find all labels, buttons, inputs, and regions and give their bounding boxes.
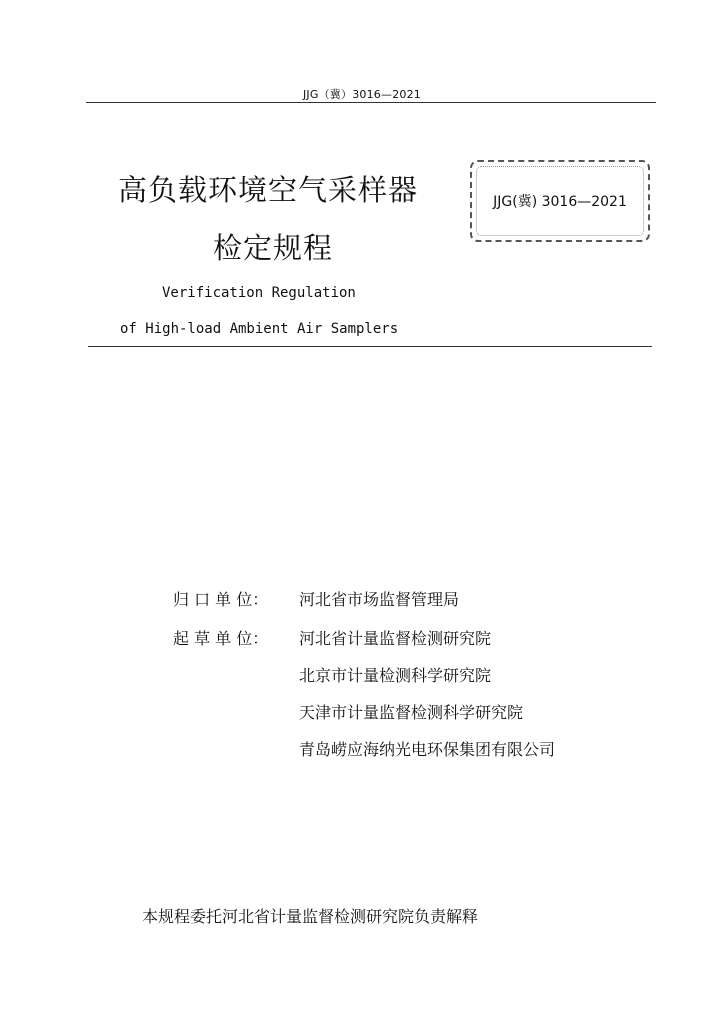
responsible-unit-label: 归 口 单 位： <box>173 590 269 609</box>
title-rule <box>88 346 652 347</box>
header-code: JJG（冀）3016—2021 <box>302 88 421 101</box>
title-english-line2: of High-load Ambient Air Samplers <box>120 321 399 337</box>
drafting-unit-label: 起 草 单 位： <box>173 629 269 648</box>
standard-code-box-text: JJG(冀) 3016—2021 <box>493 194 627 210</box>
title-chinese-line2: 检定规程 <box>213 231 334 265</box>
drafting-unit-4: 青岛崂应海纳光电环保集团有限公司 <box>299 740 556 759</box>
interpretation-note: 本规程委托河北省计量监督检测研究院负责解释 <box>142 907 479 926</box>
drafting-unit-1: 河北省计量监督检测研究院 <box>299 629 492 648</box>
responsible-unit-value: 河北省市场监督管理局 <box>299 590 460 609</box>
standard-code-box <box>470 160 650 242</box>
title-english-line1: Verification Regulation <box>162 285 356 301</box>
title-chinese-line1: 高负载环境空气采样器 <box>118 173 419 207</box>
header-rule <box>86 102 656 103</box>
drafting-unit-2: 北京市计量检测科学研究院 <box>299 666 492 685</box>
drafting-unit-3: 天津市计量监督检测科学研究院 <box>299 703 524 722</box>
